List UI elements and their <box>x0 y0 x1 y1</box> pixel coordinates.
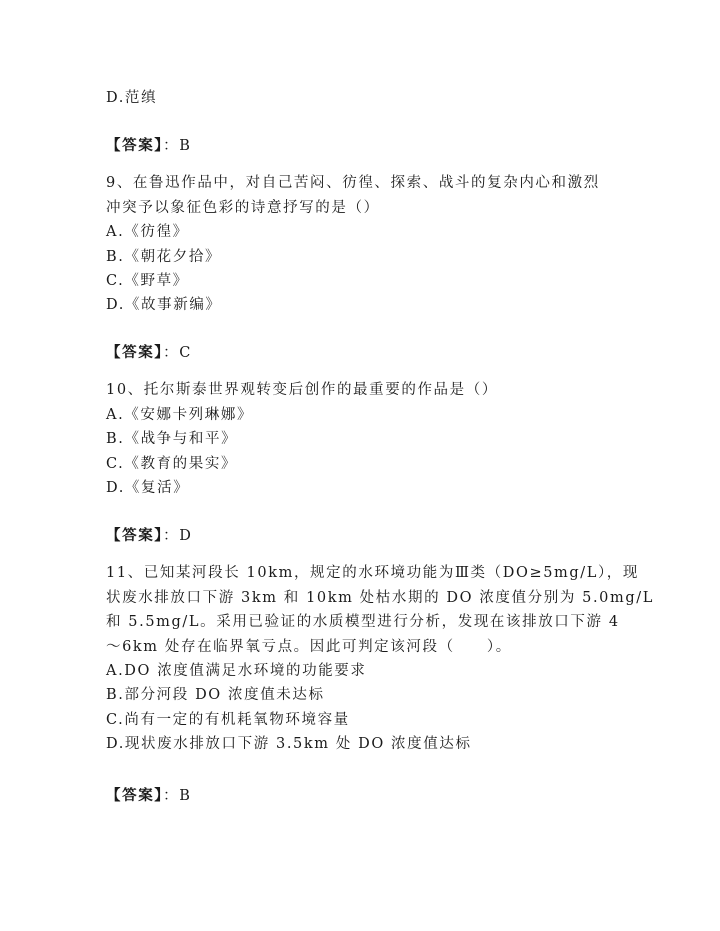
q11-option-b: B.部分河段 DO 浓度值未达标 <box>106 687 325 703</box>
q11-option-a: A.DO 浓度值满足水环境的功能要求 <box>106 663 367 679</box>
answer-9-label: 【答案】 <box>106 344 164 361</box>
answer-9 <box>106 344 192 362</box>
q10-option-c: C.《教育的果实》 <box>106 456 238 472</box>
answer-10-separator: ： <box>163 528 180 544</box>
q9-option-d: D.《故事新编》 <box>106 297 222 313</box>
answer-11-separator: ： <box>163 788 180 804</box>
q11-stem-line4: ～6km 处存在临界氧亏点。因此可判定该河段（ ）。 <box>106 639 512 655</box>
answer-11-label: 【答案】 <box>106 787 164 804</box>
answer-10-label: 【答案】 <box>106 527 164 544</box>
answer-11 <box>106 787 192 805</box>
answer-9-separator: ： <box>163 345 180 361</box>
q9-stem-line1: 9、在鲁迅作品中，对自己苦闷、彷徨、探索、战斗的复杂内心和激烈 <box>106 175 600 191</box>
answer-8-value: B <box>179 138 192 154</box>
q9-option-b: B.《朝花夕拾》 <box>106 249 222 265</box>
q11-stem-line2: 状废水排放口下游 3km 和 10km 处枯水期的 DO 浓度值分别为 5.0mg/L <box>106 590 654 606</box>
q9-stem-line2: 冲突予以象征色彩的诗意抒写的是（） <box>106 200 380 216</box>
answer-10 <box>106 527 193 545</box>
answer-9-value: C <box>179 345 192 361</box>
q9-option-c: C.《野草》 <box>106 273 189 289</box>
prev-option-d: D.范缜 <box>106 90 158 106</box>
q10-option-d: D.《复活》 <box>106 480 190 496</box>
q10-stem-line1: 10、托尔斯泰世界观转变后创作的最重要的作品是（） <box>106 382 498 398</box>
q10-option-b: B.《战争与和平》 <box>106 431 238 447</box>
q11-stem-line1: 11、已知某河段长 10km，规定的水环境功能为Ⅲ类（DO≥5mg/L），现 <box>106 565 640 581</box>
answer-10-value: D <box>179 528 193 544</box>
q11-option-c: C.尚有一定的有机耗氧物环境容量 <box>106 712 350 728</box>
answer-11-value: B <box>179 788 192 804</box>
answer-8-separator: ： <box>163 138 180 154</box>
q11-stem-line3: 和 5.5mg/L。采用已验证的水质模型进行分析，发现在该排放口下游 4 <box>106 614 620 630</box>
q9-option-a: A.《彷徨》 <box>106 224 189 240</box>
answer-8 <box>106 137 192 155</box>
q10-option-a: A.《安娜卡列琳娜》 <box>106 407 254 423</box>
q11-option-d: D.现状废水排放口下游 3.5km 处 DO 浓度值达标 <box>106 736 472 752</box>
answer-8-label: 【答案】 <box>106 137 164 154</box>
